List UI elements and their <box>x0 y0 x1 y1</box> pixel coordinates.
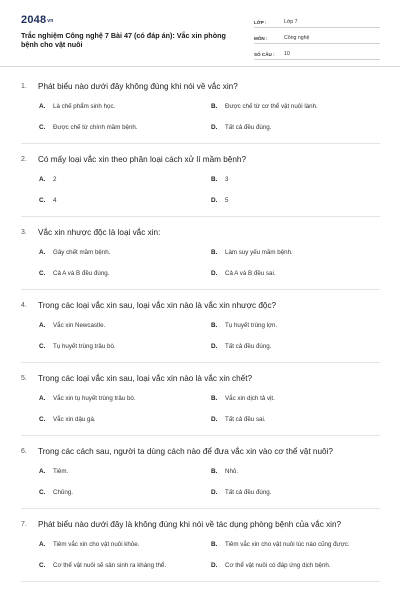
answer-text: Tụ huyết trùng lợn. <box>225 322 278 329</box>
answer-option[interactable] <box>39 248 211 257</box>
answer-text: Tất cả đều đúng. <box>225 489 272 496</box>
answer-option[interactable] <box>211 248 383 257</box>
answer-option[interactable] <box>39 561 211 570</box>
answer-options <box>21 540 380 570</box>
answer-option[interactable] <box>211 196 383 205</box>
answer-key: D. <box>211 197 218 204</box>
answer-text: Được chế từ chính mầm bệnh. <box>53 124 138 131</box>
answer-text: 3 <box>225 176 229 183</box>
answer-text: 2 <box>53 176 57 183</box>
meta-label: LỚP : <box>254 20 267 25</box>
meta-row-subject <box>254 30 380 44</box>
answer-key: C. <box>39 343 46 350</box>
question-separator <box>21 289 380 290</box>
logo-suffix: vn <box>47 18 54 24</box>
answer-key: C. <box>39 197 46 204</box>
answer-text: Làm suy yếu mầm bệnh. <box>225 249 293 256</box>
meta-value: Lớp 7 <box>284 19 298 25</box>
question-number: 6. <box>21 448 27 455</box>
question-5 <box>0 372 400 436</box>
answer-key: C. <box>39 124 46 131</box>
question-number: 1. <box>21 83 27 90</box>
answer-text: Tất cả đều đúng. <box>225 124 272 131</box>
answer-text: 4 <box>53 197 57 204</box>
question-number: 2. <box>21 156 27 163</box>
answer-text: 5 <box>225 197 229 204</box>
question-text <box>21 445 380 458</box>
question-text <box>21 226 380 239</box>
answer-key: B. <box>211 468 218 475</box>
answer-text: Vắc xin tụ huyết trùng trâu bò. <box>53 395 136 402</box>
question-2 <box>0 153 400 217</box>
question-separator <box>21 362 380 363</box>
answer-options <box>21 248 380 278</box>
question-number: 4. <box>21 302 27 309</box>
answer-options <box>21 321 380 351</box>
answer-key: A. <box>39 468 46 475</box>
answer-key: B. <box>211 103 218 110</box>
answer-option[interactable] <box>211 394 383 403</box>
answer-key: A. <box>39 395 46 402</box>
question-separator <box>21 435 380 436</box>
answer-text: Nhỏ. <box>225 468 239 475</box>
answer-option[interactable] <box>211 102 383 111</box>
question-text <box>21 299 380 312</box>
question-separator <box>21 581 380 582</box>
answer-text: Tất cả đều đúng. <box>225 343 272 350</box>
meta-row-class <box>254 14 380 28</box>
answer-text: Vắc xin dịch tả vịt. <box>225 395 275 402</box>
question-number: 3. <box>21 229 27 236</box>
answer-key: A. <box>39 176 46 183</box>
answer-key: D. <box>211 270 218 277</box>
answer-key: A. <box>39 322 46 329</box>
answer-text: Gây chết mầm bệnh. <box>53 249 111 256</box>
answer-key: B. <box>211 322 218 329</box>
answer-text: Cả A và B đều sai. <box>225 270 276 277</box>
question-6 <box>0 445 400 509</box>
document-meta <box>254 14 380 62</box>
question-4 <box>0 299 400 363</box>
answer-text: Vắc xin Newcastle. <box>53 322 106 329</box>
question-separator <box>21 216 380 217</box>
answer-text: Cơ thể vật nuôi sẽ sản sinh ra kháng thể. <box>53 562 167 569</box>
answer-option[interactable] <box>39 102 211 111</box>
answer-option[interactable] <box>39 488 211 497</box>
answer-option[interactable] <box>39 342 211 351</box>
answer-option[interactable] <box>211 467 383 476</box>
question-text <box>21 153 380 166</box>
answer-option[interactable] <box>211 123 383 132</box>
answer-text: Tất cả đều sai. <box>225 416 266 423</box>
document-title: Trắc nghiệm Công nghệ 7 Bài 47 (có đáp án): Vắc xin phòng bệnh cho vật nuôi <box>21 31 226 49</box>
answer-text: Chủng. <box>53 489 73 496</box>
question-text <box>21 518 380 531</box>
header-divider <box>0 66 400 67</box>
question-body: Trong các loại vắc xin sau, loại vắc xin nào là vắc xin chết? <box>38 374 253 383</box>
answer-option[interactable] <box>39 321 211 330</box>
question-7 <box>0 518 400 582</box>
question-3 <box>0 226 400 290</box>
answer-text: Được chế từ cơ thể vật nuôi lành. <box>225 103 318 110</box>
answer-options <box>21 467 380 497</box>
question-list <box>0 80 400 591</box>
question-separator <box>21 508 380 509</box>
meta-value: 10 <box>284 51 290 57</box>
meta-label: SỐ CÂU : <box>254 52 275 57</box>
answer-text: Cả A và B đều đúng. <box>53 270 110 277</box>
answer-key: A. <box>39 249 46 256</box>
answer-key: D. <box>211 562 218 569</box>
answer-text: Tiêm vắc xin cho vật nuôi khỏe. <box>53 541 140 548</box>
answer-option[interactable] <box>39 540 211 549</box>
question-number: 5. <box>21 375 27 382</box>
meta-row-count <box>254 46 380 60</box>
question-text <box>21 80 380 93</box>
answer-text: Tụ huyết trùng trâu bò. <box>53 343 116 350</box>
question-1 <box>0 80 400 144</box>
answer-option[interactable] <box>211 561 383 570</box>
answer-option[interactable] <box>39 394 211 403</box>
answer-key: C. <box>39 562 46 569</box>
answer-option[interactable] <box>39 415 211 424</box>
meta-label: MÔN : <box>254 36 268 41</box>
question-body: Có mấy loại vắc xin theo phân loại cách xử lí mầm bệnh? <box>38 155 247 164</box>
answer-option[interactable] <box>211 540 383 549</box>
answer-key: C. <box>39 416 46 423</box>
meta-value: Công nghệ <box>284 35 310 41</box>
answer-option[interactable] <box>211 175 383 184</box>
answer-key: D. <box>211 489 218 496</box>
answer-text: Tiêm. <box>53 468 69 475</box>
question-body: Trong các cách sau, người ta dùng cách nào để đưa vắc xin vào cơ thể vật nuôi? <box>38 447 333 456</box>
answer-key: D. <box>211 124 218 131</box>
question-number: 7. <box>21 521 27 528</box>
answer-key: B. <box>211 541 218 548</box>
answer-key: A. <box>39 103 46 110</box>
logo-text: 2048 <box>21 14 47 26</box>
answer-option[interactable] <box>39 123 211 132</box>
answer-key: D. <box>211 416 218 423</box>
answer-option[interactable] <box>39 175 211 184</box>
answer-key: B. <box>211 176 218 183</box>
question-body: Phát biểu nào dưới đây không đúng khi nói về vắc xin? <box>38 82 238 91</box>
answer-option[interactable] <box>211 321 383 330</box>
answer-options <box>21 394 380 424</box>
answer-key: C. <box>39 270 46 277</box>
question-body: Vắc xin nhược độc là loại vắc xin: <box>38 228 161 237</box>
answer-key: C. <box>39 489 46 496</box>
answer-option[interactable] <box>211 488 383 497</box>
answer-key: A. <box>39 541 46 548</box>
answer-key: B. <box>211 249 218 256</box>
answer-text: Là chế phẩm sinh học. <box>53 103 116 110</box>
answer-text: Tiêm vắc xin cho vật nuôi lúc nào cũng được. <box>225 541 350 548</box>
answer-option[interactable] <box>39 196 211 205</box>
question-text <box>21 372 380 385</box>
answer-key: B. <box>211 395 218 402</box>
answer-option[interactable] <box>211 269 383 278</box>
answer-option[interactable] <box>39 467 211 476</box>
question-separator <box>21 143 380 144</box>
answer-option[interactable] <box>211 342 383 351</box>
answer-options <box>21 175 380 205</box>
question-body: Phát biểu nào dưới đây là không đúng khi nói về tác dụng phòng bệnh của vắc xin? <box>38 520 342 529</box>
answer-option[interactable] <box>39 269 211 278</box>
answer-text: Cơ thể vật nuôi có đáp ứng dịch bệnh. <box>225 562 331 569</box>
answer-text: Vắc xin dậu gà. <box>53 416 96 423</box>
answer-key: D. <box>211 343 218 350</box>
answer-options <box>21 102 380 132</box>
answer-option[interactable] <box>211 415 383 424</box>
question-body: Trong các loại vắc xin sau, loại vắc xin nào là vắc xin nhược độc? <box>38 301 277 310</box>
